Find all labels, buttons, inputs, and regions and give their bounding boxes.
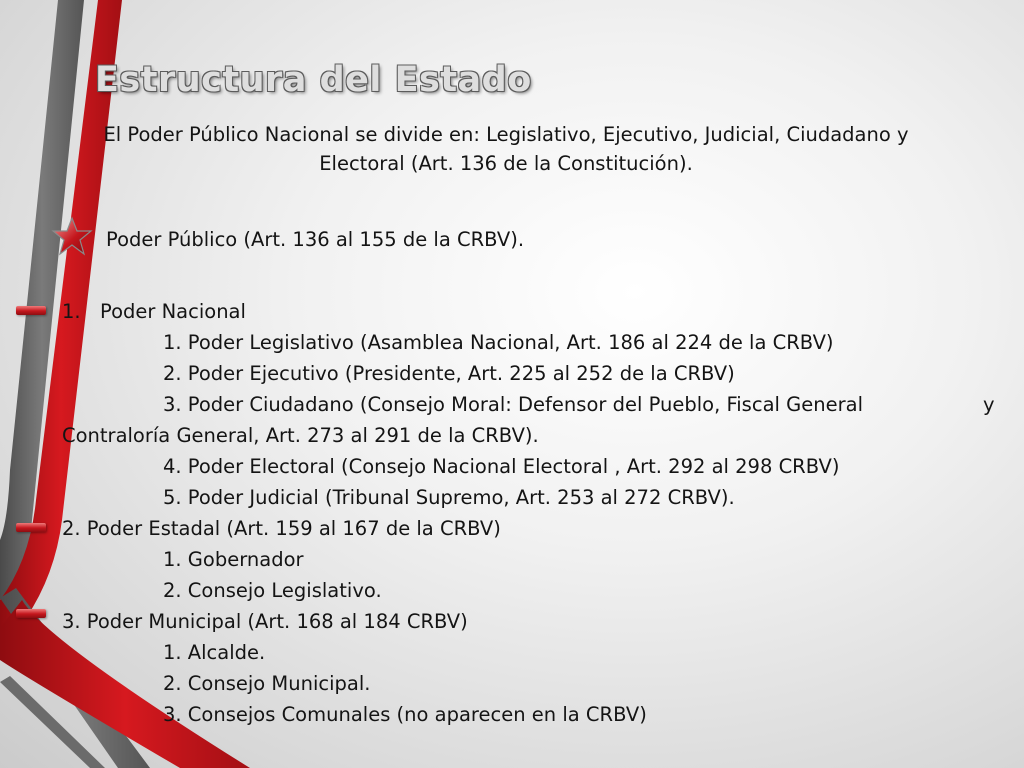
- red-dash-icon: [16, 306, 46, 315]
- intro-line-2: Electoral (Art. 136 de la Constitución).: [319, 152, 693, 175]
- intro-line-1: El Poder Público Nacional se divide en: Legislativo, Ejecutivo, Judicial, Ciudadano y: [103, 123, 909, 146]
- poder-municipal: 3. Poder Municipal (Art. 168 al 184 CRBV): [62, 610, 468, 633]
- poder-estadal: 2. Poder Estadal (Art. 159 al 167 de la CRBV): [62, 517, 501, 540]
- red-dash-icon: [16, 523, 46, 532]
- list-item: 2. Poder Ejecutivo (Presidente, Art. 225 al 252 de la CRBV): [163, 362, 735, 385]
- poder-nacional: [62, 296, 246, 327]
- star-icon: [50, 215, 94, 259]
- red-dash-icon: [16, 609, 46, 618]
- list-item-continuation: Contraloría General, Art. 273 al 291 de la CRBV).: [62, 424, 539, 447]
- list-item: 3. Poder Ciudadano (Consejo Moral: Defensor del Pueblo, Fiscal General: [163, 393, 863, 416]
- slide-title: Estructura del Estado: [95, 60, 532, 100]
- list-item: 1. Gobernador: [163, 548, 304, 571]
- list-item: 2. Consejo Legislativo.: [163, 579, 382, 602]
- list-item: 3. Consejos Comunales (no aparecen en la CRBV): [163, 703, 647, 726]
- list-item: 1. Alcalde.: [163, 641, 266, 664]
- list-item: 4. Poder Electoral (Consejo Nacional Electoral , Art. 292 al 298 CRBV): [163, 455, 840, 478]
- list-item: 1. Poder Legislativo (Asamblea Nacional, Art. 186 al 224 de la CRBV): [163, 331, 834, 354]
- list-item-continuation: y: [983, 393, 995, 416]
- poder-nacional-number: 1.: [62, 300, 81, 323]
- list-item: 2. Consejo Municipal.: [163, 672, 371, 695]
- poder-nacional-label: Poder Nacional: [100, 300, 246, 323]
- main-point: Poder Público (Art. 136 al 155 de la CRBV).: [106, 228, 525, 251]
- intro-paragraph: [20, 120, 992, 178]
- list-item: 5. Poder Judicial (Tribunal Supremo, Art. 253 al 272 CRBV).: [163, 486, 735, 509]
